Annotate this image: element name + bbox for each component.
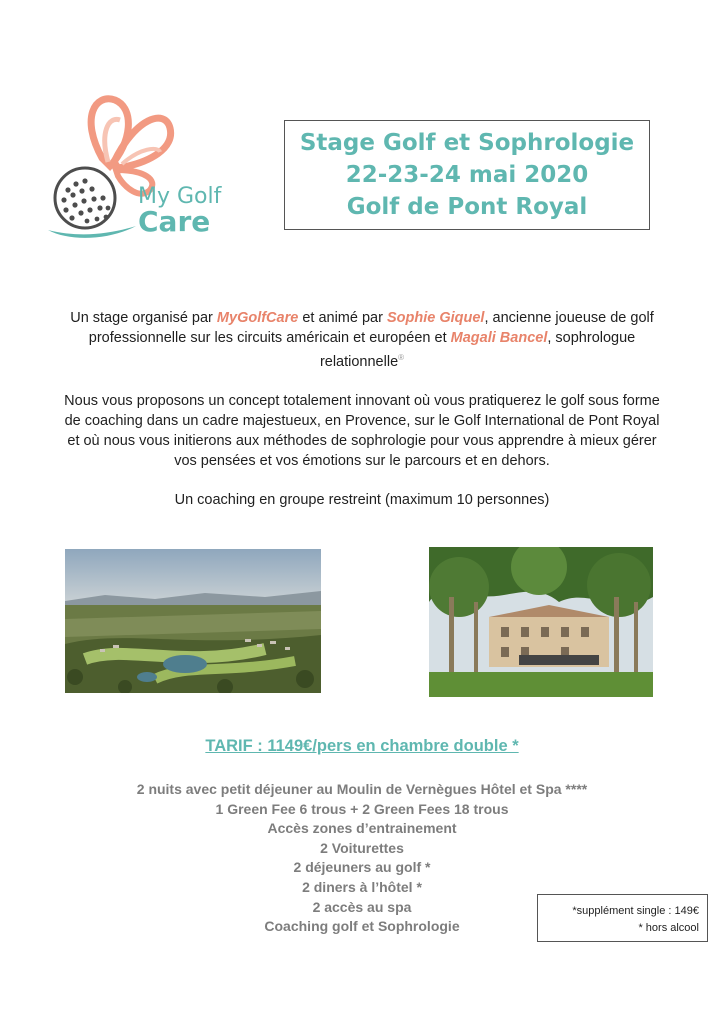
title-line-1: Stage Golf et Sophrologie — [299, 130, 635, 156]
list-item: 2 nuits avec petit déjeuner au Moulin de Vernègues Hôtel et Spa **** — [136, 781, 588, 797]
intro-text-b: et animé par — [298, 310, 387, 326]
intro-text-c: , ancienne joueuse de golf professionnelle sur les circuits américain et européen et — [88, 310, 654, 346]
intro-text-d: , sophrologue relationnelle — [319, 330, 636, 370]
intro-paragraph-2: Nous vous proposons un concept totalement innovant où vous pratiquerez le golf sous forme de coaching dans un cadre majestueux, en Provence, sur le Golf International de Pont Royal et où nous vous initierons aux méthodes de sophrologie pour vous apprendre à mieux gérer vos pensées et vos émotions sur le parcours et en dehors. — [64, 392, 660, 469]
list-item: 2 déjeuners au golf * — [293, 859, 431, 876]
intro-paragraph-3: Un coaching en groupe restreint (maximum 10 personnes) — [174, 491, 550, 508]
tarif-heading: TARIF : 1149€/pers en chambre double * — [205, 737, 519, 755]
coach-name-2: Magali Bancel — [450, 330, 548, 346]
hotel-moulin-photo — [429, 547, 653, 697]
notes-box — [537, 894, 708, 942]
title-line-2: 22-23-24 mai 2020 — [345, 162, 589, 188]
list-item: Coaching golf et Sophrologie — [264, 918, 460, 935]
list-item: 2 diners à l’hôtel * — [302, 878, 422, 895]
title-box — [284, 120, 650, 230]
list-item: 2 Voiturettes — [320, 839, 404, 856]
title-line-3: Golf de Pont Royal — [346, 194, 588, 220]
org-link: MyGolfCare — [216, 310, 299, 326]
coach-name-1: Sophie Giquel — [386, 310, 485, 326]
note-single-supplement: *supplément single : 149€ — [572, 905, 699, 917]
intro-paragraph-1 — [60, 308, 664, 372]
list-item: 1 Green Fee 6 trous + 2 Green Fees 18 trous — [215, 800, 509, 817]
note-alcohol: * hors alcool — [638, 922, 699, 934]
logo — [40, 88, 240, 248]
intro-text-a: Un stage organisé par — [70, 310, 217, 326]
logo-text-my-golf: My Golf — [138, 184, 222, 209]
logo-text-care: Care — [138, 205, 211, 238]
golf-course-aerial-photo — [65, 549, 321, 693]
list-item: 2 accès au spa — [312, 898, 412, 915]
registered-mark: ® — [398, 353, 405, 362]
intro-text — [60, 308, 664, 529]
list-item: Accès zones d’entrainement — [267, 820, 457, 837]
